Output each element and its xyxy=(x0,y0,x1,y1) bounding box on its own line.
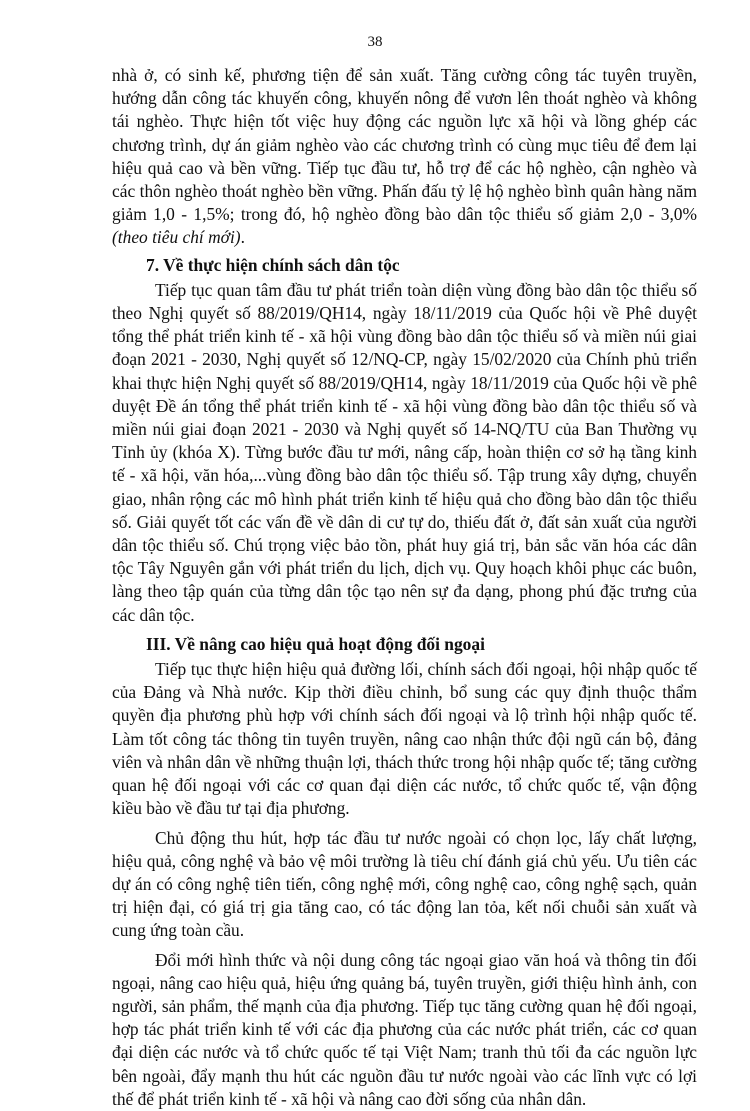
continued-paragraph xyxy=(112,64,697,250)
section-heading-iii: III. Về nâng cao hiệu quả hoạt động đối ngoại xyxy=(146,633,485,654)
page-body xyxy=(112,64,697,1111)
paragraph-ethnic-policy: Tiếp tục quan tâm đầu tư phát triển toàn diện vùng đồng bào dân tộc thiểu số theo Nghị quyết số 88/2019/QH14, ngày 18/11/2019 của Quốc hội về Phê duyệt tổng thể phát triển kinh tế - xã hội vùng đồng bào dân tộc thiểu số và miền núi giai đoạn 2021 - 2030, Nghị quyết số 12/NQ-CP, ngày 15/02/2020 của Chính phủ triển khai thực hiện Nghị quyết số 88/2019/QH14, ngày 18/11/2019 của Quốc hội về phê duyệt Đề án tổng thể phát triển kinh tế - xã hội vùng đồng bào dân tộc thiểu số và miền núi giai đoạn 2021 - 2030 và Nghị quyết số 14-NQ/TU của Ban Thường vụ Tỉnh ủy (khóa X). Từng bước đầu tư mới, nâng cấp, hoàn thiện cơ sở hạ tầng kinh tế - xã hội, văn hóa,...vùng đồng bào dân tộc thiểu số. Tập trung xây dựng, chuyển giao, nhân rộng các mô hình phát triển kinh tế hiệu quả cho đồng bào dân tộc thiểu số. Giải quyết tốt các vấn đề về dân di cư tự do, thiếu đất ở, đất sản xuất của người dân tộc thiểu số. Chú trọng việc bảo tồn, phát huy giá trị, bản sắc văn hóa các dân tộc Tây Nguyên gắn với phát triển du lịch, dịch vụ. Quy hoạch khôi phục các buôn, làng theo tập quán của từng dân tộc tạo nên sự đa dạng, phong phú đặc trưng của các dân tộc. xyxy=(112,279,697,625)
paragraph-foreign-affairs-1: Tiếp tục thực hiện hiệu quả đường lối, chính sách đối ngoại, hội nhập quốc tế của Đảng và Nhà nước. Kịp thời điều chỉnh, bổ sung các quy định thuộc thẩm quyền địa phương phù hợp với chính sách đối ngoại và lộ trình hội nhập quốc tế. Làm tốt công tác thông tin tuyên truyền, nâng cao nhận thức đội ngũ cán bộ, đảng viên và nhân dân về những thuận lợi, thách thức trong hội nhập quốc tế; tăng cường quan hệ đối ngoại với các cơ quan đại diện các nước, tổ chức quốc tế, vận động kiều bào về đầu tư tại địa phương. xyxy=(112,659,697,819)
paragraph-end: . xyxy=(240,227,245,248)
italic-note: (theo tiêu chí mới) xyxy=(112,227,241,248)
paragraph-foreign-affairs-2: Chủ động thu hút, hợp tác đầu tư nước ngoài có chọn lọc, lấy chất lượng, hiệu quả, công nghệ và bảo vệ môi trường là tiêu chí đánh giá chủ yếu. Ưu tiên các dự án có công nghệ tiên tiến, công nghệ mới, công nghệ cao, công nghệ sạch, quản trị hiện đại, có giá trị gia tăng cao, có tác động lan tỏa, kết nối chuỗi sản xuất và cung ứng toàn cầu. xyxy=(112,827,697,941)
section-heading-7: 7. Về thực hiện chính sách dân tộc xyxy=(146,254,400,275)
paragraph-foreign-affairs-3: Đổi mới hình thức và nội dung công tác ngoại giao văn hoá và thông tin đối ngoại, nâng cao hiệu quả, hiệu ứng quảng bá, tuyên truyền, giới thiệu hình ảnh, con người, sản phẩm, thế mạnh của địa phương. Tiếp tục tăng cường quan hệ đối ngoại, hợp tác phát triển kinh tế với các địa phương của các nước phát triển, các cơ quan đại diện các nước và tổ chức quốc tế tại Việt Nam; tranh thủ tối đa các nguồn lực bên ngoài, đẩy mạnh thu hút các nguồn đầu tư nước ngoài vào các lĩnh vực có lợi thế để phát triển kinh tế - xã hội và nâng cao đời sống của nhân dân. xyxy=(112,949,697,1109)
paragraph-text: nhà ở, có sinh kế, phương tiện để sản xuất. Tăng cường công tác tuyên truyền, hướng dẫn công tác khuyến công, khuyến nông để vươn lên thoát nghèo và không tái nghèo. Thực hiện tốt việc huy động các nguồn lực xã hội và lồng ghép các chương trình, dự án giảm nghèo vào các chương trình có cùng mục tiêu để đem lại hiệu quả cao và bền vững. Tiếp tục đầu tư, hỗ trợ để các hộ nghèo, cận nghèo và các thôn nghèo thoát nghèo bền vững. Phấn đấu tỷ lệ hộ nghèo bình quân hàng năm giảm 1,0 - 1,5%; trong đó, hộ nghèo đồng bào dân tộc thiểu số giảm 2,0 - 3,0% xyxy=(112,65,697,225)
page-number: 38 xyxy=(367,34,383,50)
